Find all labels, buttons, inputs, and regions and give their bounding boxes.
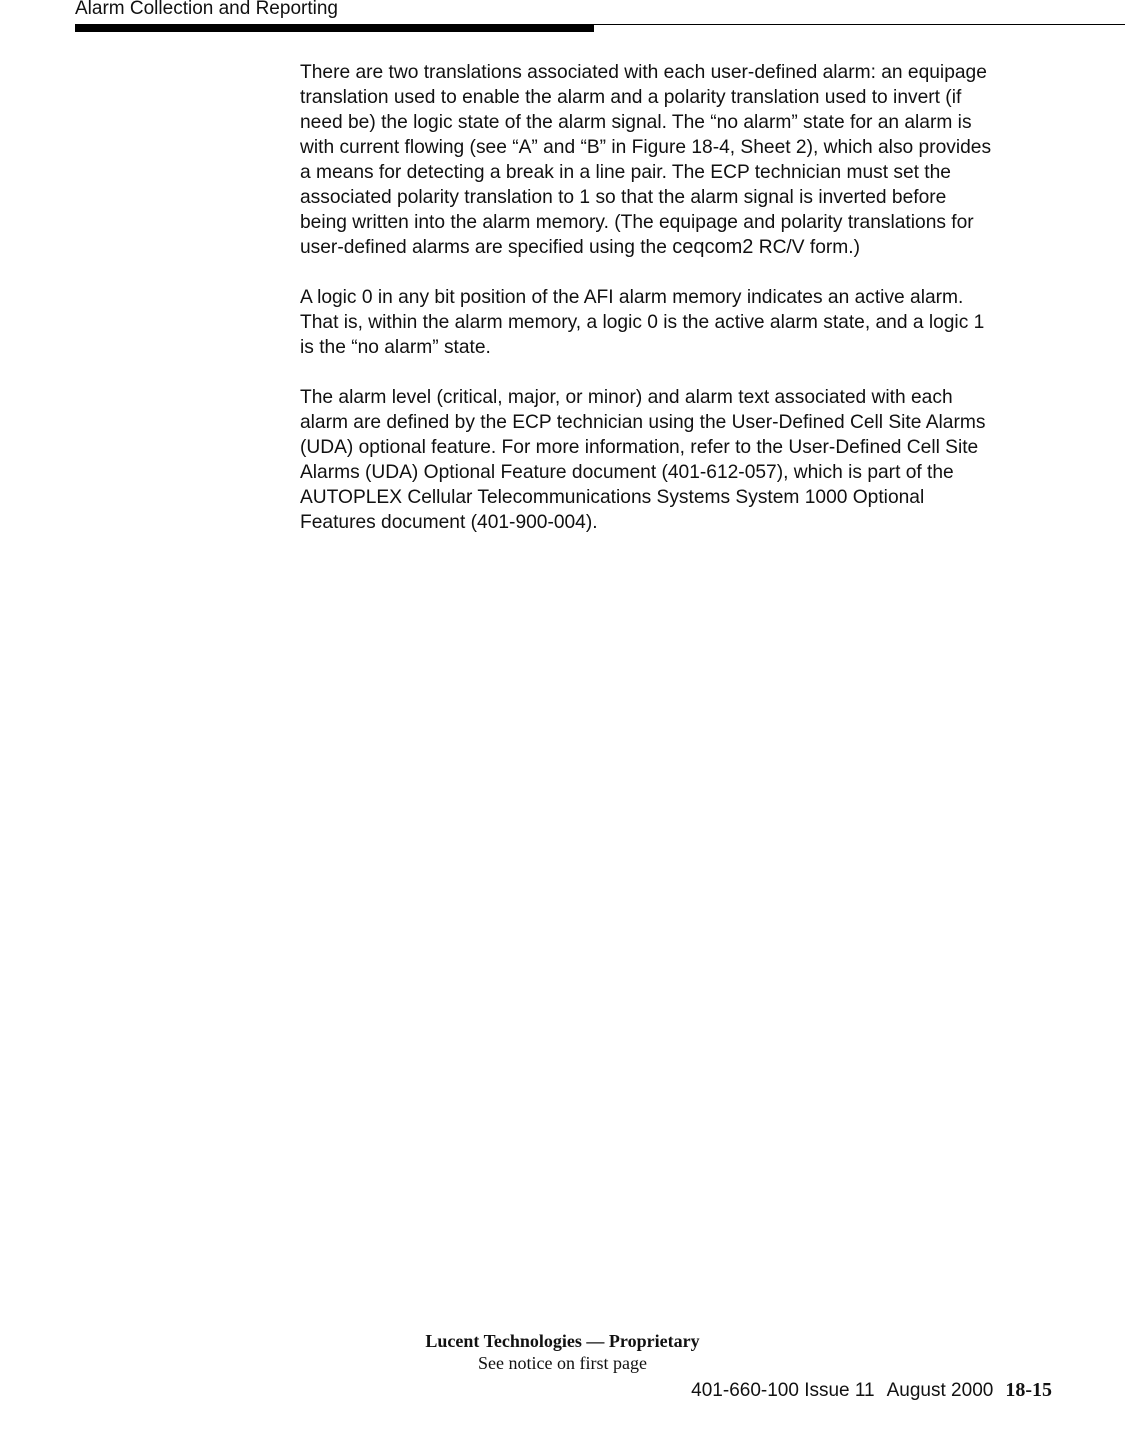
paragraph-translations (300, 60, 1052, 260)
footer-doc-info (691, 1378, 1052, 1403)
text-line: is the “no alarm” state. (300, 337, 491, 358)
text-segment: RC/V form.) (753, 237, 860, 258)
text-line: (UDA) optional feature. For more information, refer to the User-Defined Cell Site (300, 437, 979, 458)
paragraph-alarm-level (300, 385, 1052, 535)
text-line: A logic 0 in any bit position of the AFI alarm memory indicates an active alarm. (300, 287, 964, 308)
text-segment: user-defined alarms are specified using the (300, 237, 673, 258)
text-line: being written into the alarm memory. (The equipage and polarity translations for (300, 212, 974, 233)
footer-doc-number: 401-660-100 Issue 11 (691, 1380, 875, 1401)
header-rule-bar (75, 25, 594, 32)
paragraph-logic-zero (300, 285, 1052, 360)
text-line: That is, within the alarm memory, a logic 0 is the active alarm state, and a logic 1 (300, 312, 985, 333)
text-line: a means for detecting a break in a line pair. The ECP technician must set the (300, 162, 951, 183)
footer-notice: See notice on first page (478, 1353, 647, 1373)
body-text (300, 60, 1052, 560)
footer-date: August 2000 (886, 1380, 994, 1401)
page-number: 18-15 (1005, 1379, 1052, 1401)
text-line: need be) the logic state of the alarm signal. The “no alarm” state for an alarm is (300, 112, 972, 133)
running-header-title: Alarm Collection and Reporting (75, 0, 338, 19)
text-line: Features document (401-900-004). (300, 512, 598, 533)
text-line: Alarms (UDA) Optional Feature document (401-612-057), which is part of the (300, 462, 954, 483)
text-line: AUTOPLEX Cellular Telecommunications Systems System 1000 Optional (300, 487, 925, 508)
text-line: with current flowing (see “A” and “B” in Figure 18-4, Sheet 2), which also provides (300, 137, 992, 158)
text-line: associated polarity translation to 1 so that the alarm signal is inverted before (300, 187, 947, 208)
footer-company: Lucent Technologies — Proprietary (425, 1331, 700, 1351)
text-line: There are two translations associated with each user-defined alarm: an equipage (300, 62, 987, 83)
form-name-term: ceqcom2 (672, 236, 754, 258)
text-line: translation used to enable the alarm and a polarity translation used to invert (if (300, 87, 962, 108)
text-line: alarm are defined by the ECP technician using the User-Defined Cell Site Alarms (300, 412, 986, 433)
text-line: The alarm level (critical, major, or minor) and alarm text associated with each (300, 387, 953, 408)
text-line-with-term (300, 235, 1052, 260)
